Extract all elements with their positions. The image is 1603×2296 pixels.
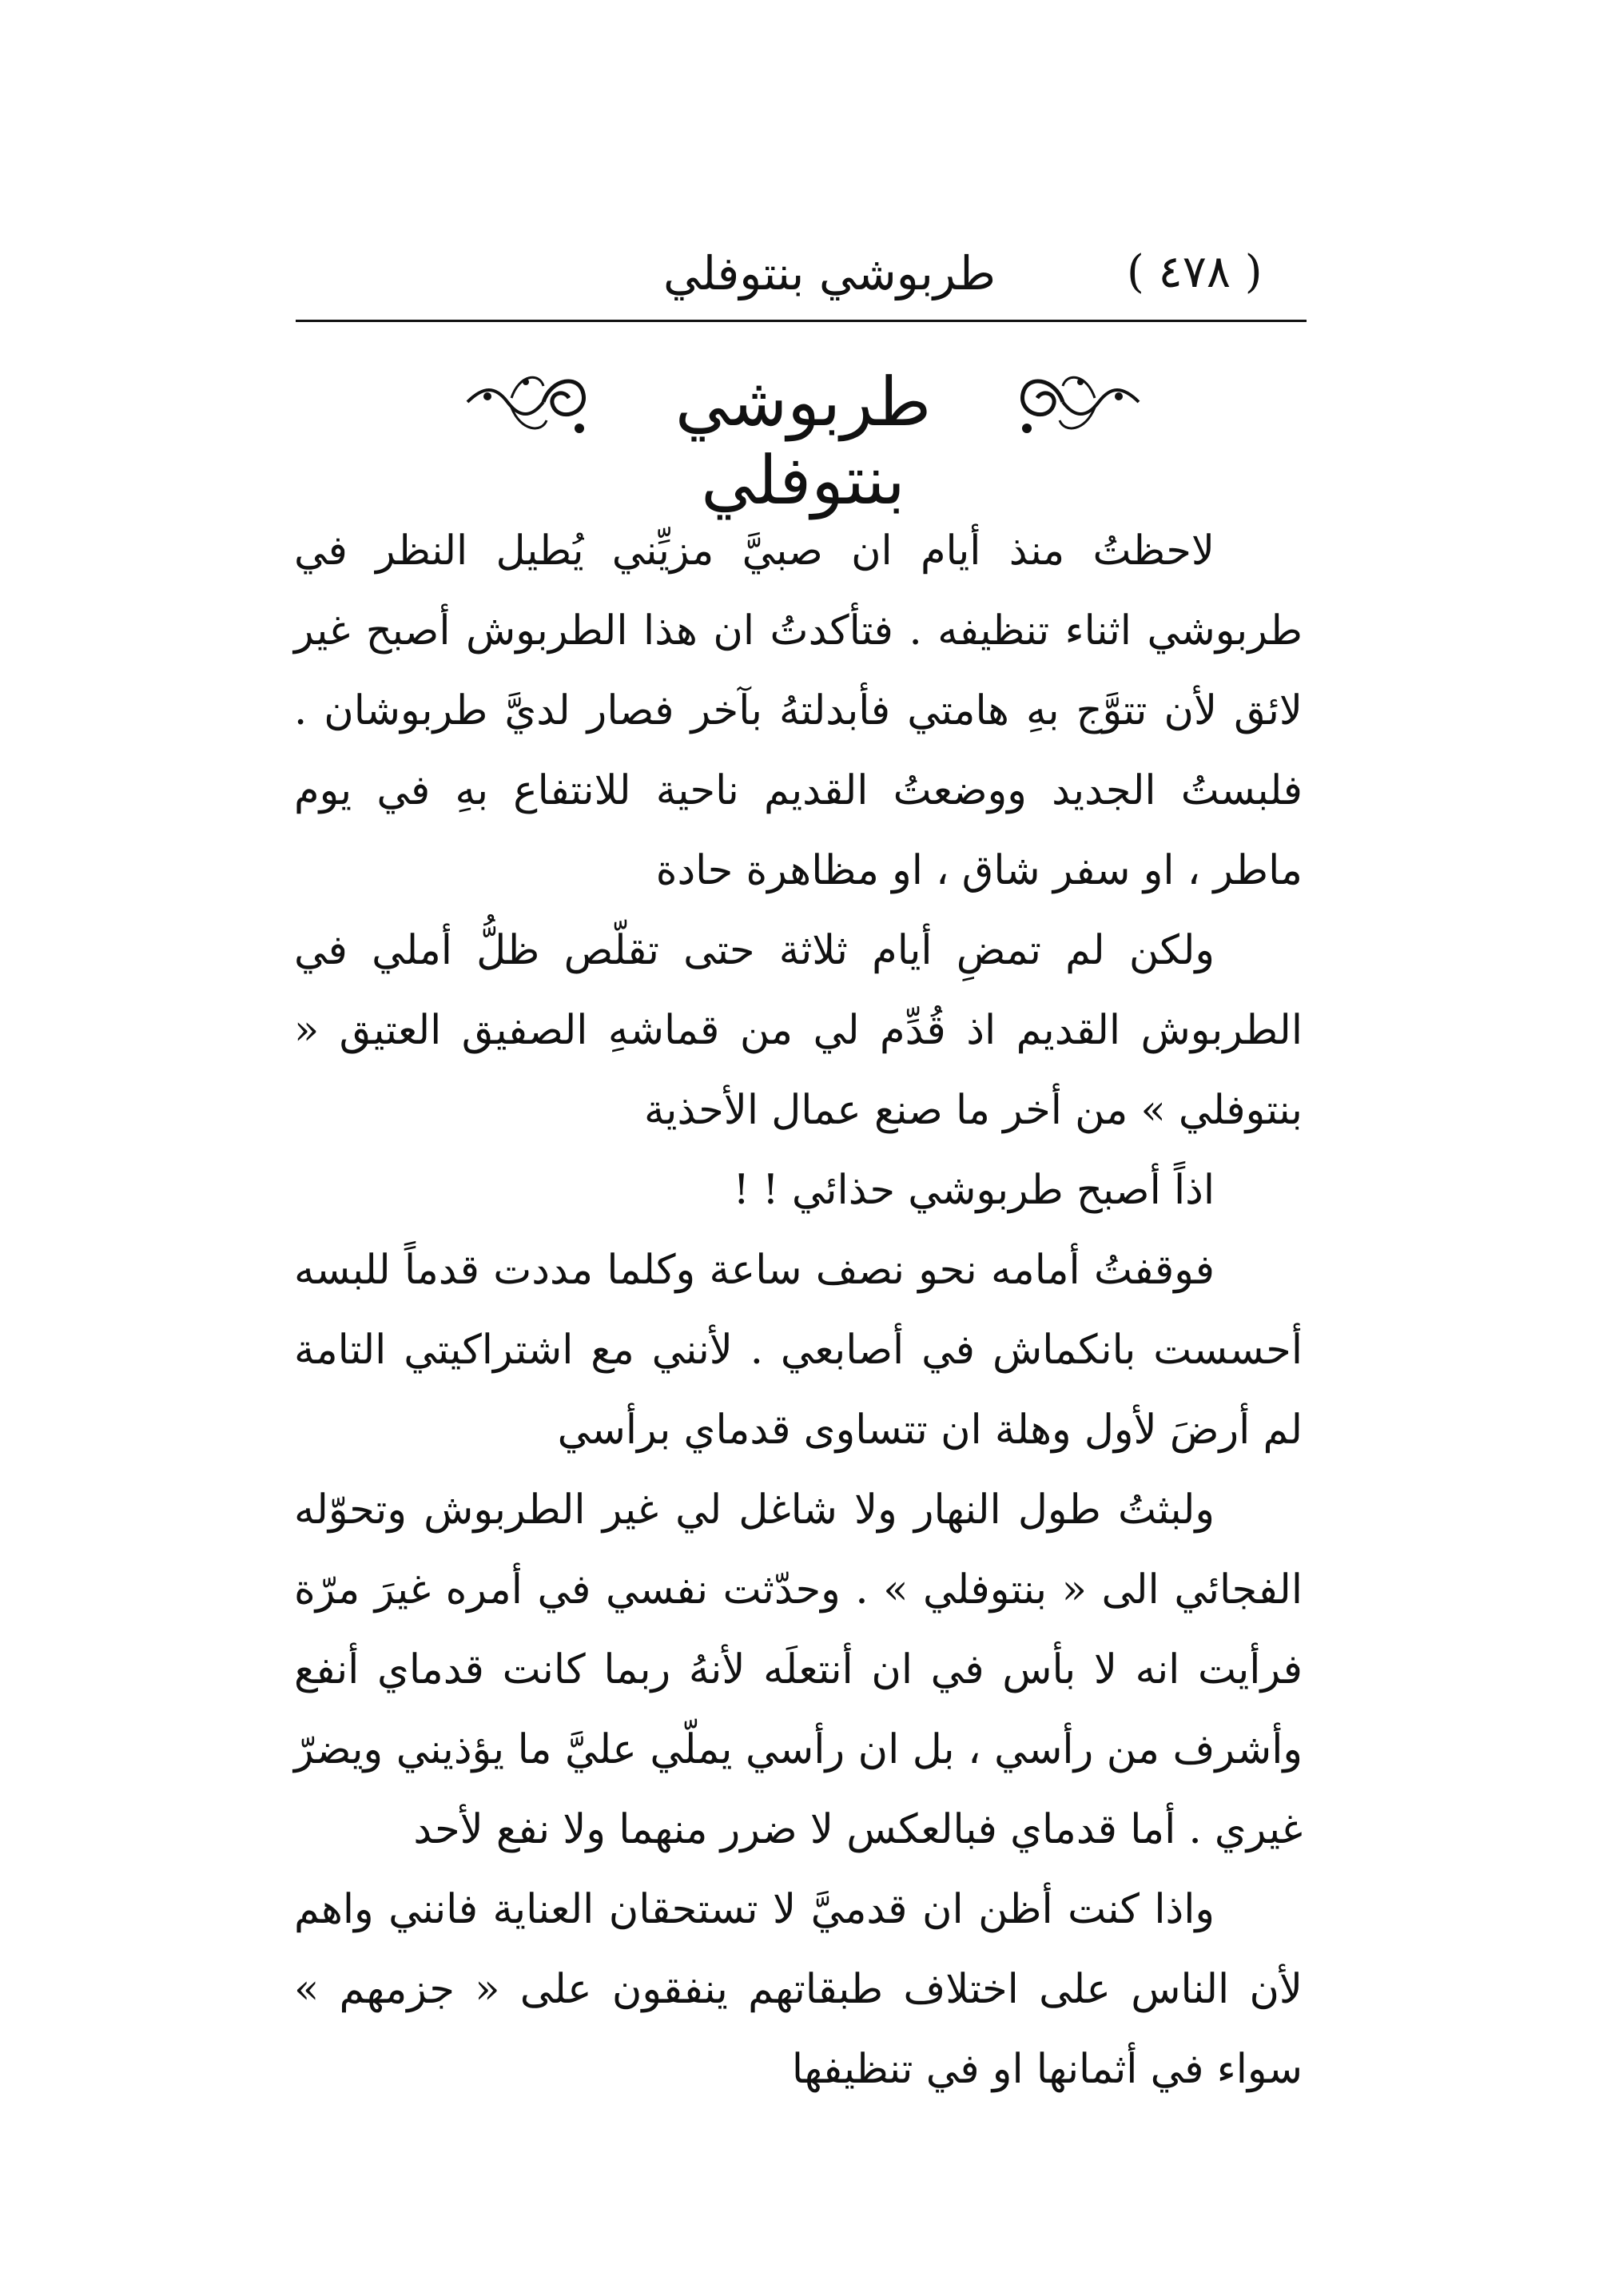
chapter-heading <box>463 358 1143 519</box>
paragraph: ولبثتُ طول النهار ولا شاغل لي غير الطربوش وتحوّله الفجائي الى « بنتوفلي » . وحدّثت نفسي في أمره غيرَ مرّة فرأيت انه لا بأس في ان أنتعلَه لأنهُ ربما كانت قدماي أنفع وأشرف من رأسي ، بل ان رأسي يملّي عليَّ ما يؤذيني ويضرّ غيري . أما قدماي فبالعكس لا ضرر منهما ولا نفع لأحد <box>294 1486 1303 1853</box>
running-header <box>288 240 1311 304</box>
chapter-title: طربوشي بنتوفلي <box>674 363 932 519</box>
paragraph: فوقفتُ أمامه نحو نصف ساعة وكلما مددت قدماً للبسه أحسست بانكماش في أصابعي . لأنني مع اشتراكيتي التامة لم أرضَ لأول وهلة ان تتساوى قدماي برأسي <box>294 1247 1303 1454</box>
ornament-right-svg <box>1007 358 1143 446</box>
running-title: طربوشي بنتوفلي <box>663 246 996 300</box>
header-rule <box>296 320 1307 322</box>
ornament-left-svg <box>463 358 599 446</box>
paragraph: ولكن لم تمضِ أيام ثلاثة حتى تقلّص ظلُّ أملي في الطربوش القديم اذ قُدِّم لي من قماشهِ الصفيق العتيق « بنتوفلي » من أخر ما صنع عمال الأحذية <box>294 927 1303 1134</box>
ornament-flourish-icon <box>463 358 599 449</box>
paragraph: لاحظتُ منذ أيام ان صبيَّ مزيِّني يُطيل النظر في طربوشي اثناء تنظيفه . فتأكدتُ ان هذا الطربوش أصبح غير لائق لأن تتوَّج بهِ هامتي فأبدلتهُ بآخر فصار لديَّ طربوشان . فلبستُ الجديد ووضعتُ القديم ناحية للانتفاع بهِ في يوم ماطر ، او سفر شاق ، او مظاهرة حادة <box>294 527 1303 894</box>
page-number: ( ٤٧٨ ) <box>1127 246 1263 298</box>
paragraph: اذاً أصبح طربوشي حذائي ! ! <box>733 1167 1215 1214</box>
body-text <box>294 511 1303 2110</box>
paragraph: واذا كنت أظن ان قدميَّ لا تستحقان العناية فانني واهم لأن الناس على اختلاف طبقاتهم ينفقون على « جزمهم » سواء في أثمانها او في تنظيفها <box>294 1886 1303 2093</box>
ornament-flourish-icon <box>1007 358 1143 449</box>
